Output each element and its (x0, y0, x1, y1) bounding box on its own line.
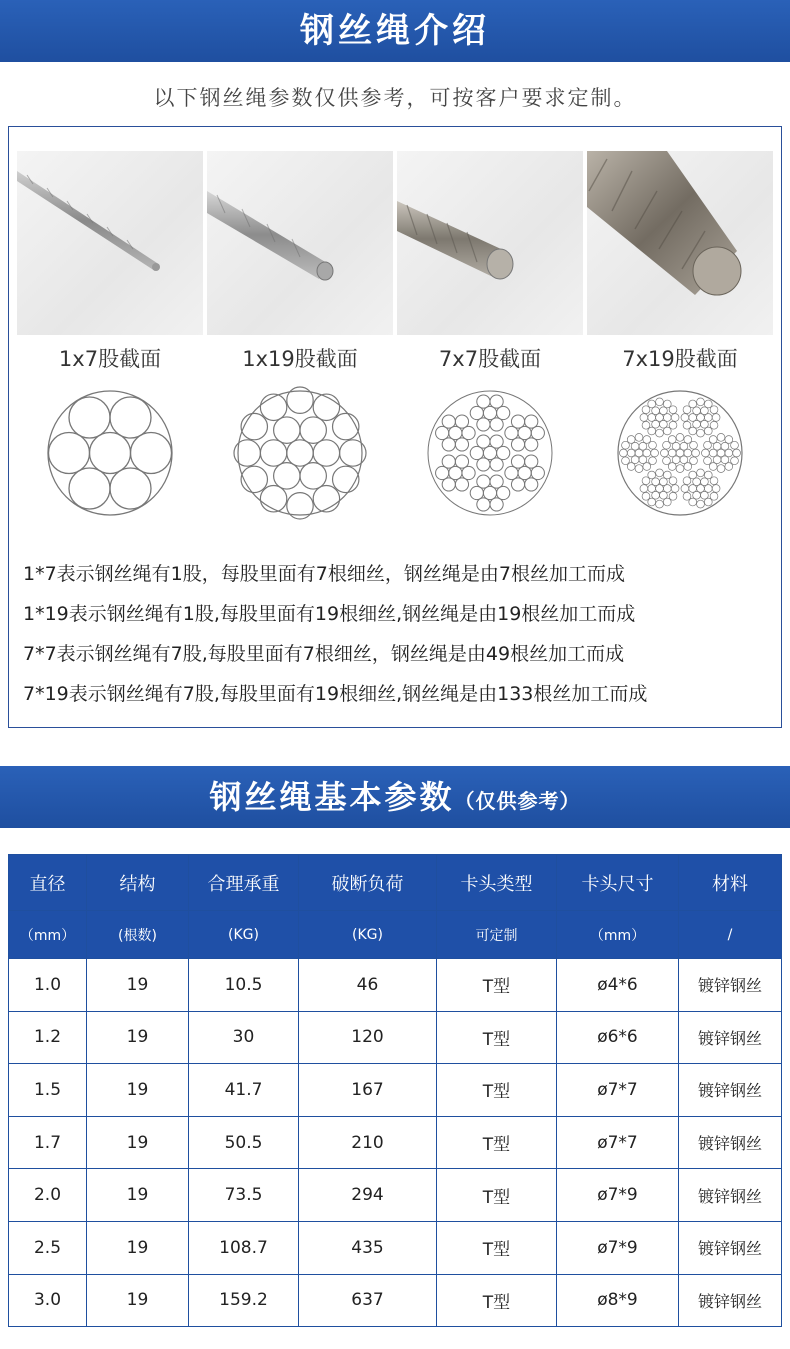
cell-load: 41.7 (189, 1064, 299, 1117)
cell-structure: 19 (87, 1116, 189, 1169)
cell-diameter: 3.0 (9, 1274, 87, 1327)
cell-clip-type: T型 (437, 959, 557, 1012)
cell-structure: 19 (87, 1169, 189, 1222)
intro-banner (0, 0, 790, 62)
cell-diameter: 1.0 (9, 959, 87, 1012)
unit-load: (KG) (189, 911, 299, 959)
cell-material: 镀锌钢丝 (679, 1221, 782, 1274)
cell-load: 10.5 (189, 959, 299, 1012)
unit-material: / (679, 911, 782, 959)
header-structure: 结构 (87, 855, 189, 911)
cell-material: 镀锌钢丝 (679, 959, 782, 1012)
cell-clip-size: ø8*9 (557, 1274, 679, 1327)
cell-structure: 19 (87, 1221, 189, 1274)
cell-clip-size: ø4*6 (557, 959, 679, 1012)
table-units-row (9, 911, 782, 959)
caption-1x19: 1x19股截面 (242, 347, 358, 371)
wire-photo-7x19 (587, 151, 773, 335)
wire-photo-7x7 (397, 151, 583, 335)
table-row (9, 1011, 782, 1064)
params-banner (0, 766, 790, 828)
cross-section-7x19 (587, 383, 773, 523)
cell-clip-size: ø6*6 (557, 1011, 679, 1064)
header-clip-size: 卡头尺寸 (557, 855, 679, 911)
cell-breaking-load: 167 (299, 1064, 437, 1117)
table-row (9, 1116, 782, 1169)
cell-clip-size: ø7*7 (557, 1116, 679, 1169)
intro-title: 钢丝绳介绍 (300, 11, 490, 51)
table-row (9, 1274, 782, 1327)
cell-breaking-load: 210 (299, 1116, 437, 1169)
cell-load: 73.5 (189, 1169, 299, 1222)
intro-box (8, 126, 782, 728)
cell-breaking-load: 435 (299, 1221, 437, 1274)
cell-diameter: 2.5 (9, 1221, 87, 1274)
unit-diameter: （mm） (9, 911, 87, 959)
table-row (9, 1221, 782, 1274)
unit-clip-type: 可定制 (437, 911, 557, 959)
cell-load: 108.7 (189, 1221, 299, 1274)
cell-breaking-load: 120 (299, 1011, 437, 1064)
caption-7x19: 7x19股截面 (622, 347, 738, 371)
caption-1x7: 1x7股截面 (58, 347, 162, 371)
cell-clip-type: T型 (437, 1274, 557, 1327)
params-title-note: （仅供参考） (454, 789, 581, 813)
cell-structure: 19 (87, 1064, 189, 1117)
table-row (9, 959, 782, 1012)
params-table (8, 854, 782, 1327)
table-row (9, 1169, 782, 1222)
intro-subtitle: 以下钢丝绳参数仅供参考，可按客户要求定制。 (153, 86, 637, 110)
header-clip-type: 卡头类型 (437, 855, 557, 911)
cell-structure: 19 (87, 959, 189, 1012)
cross-section-1x19 (207, 383, 393, 523)
wire-photo-1x7 (17, 151, 203, 335)
cell-material: 镀锌钢丝 (679, 1064, 782, 1117)
cell-clip-type: T型 (437, 1116, 557, 1169)
cell-material: 镀锌钢丝 (679, 1169, 782, 1222)
cell-load: 50.5 (189, 1116, 299, 1169)
cell-clip-size: ø7*7 (557, 1064, 679, 1117)
cell-clip-size: ø7*9 (557, 1221, 679, 1274)
cell-load: 159.2 (189, 1274, 299, 1327)
header-breaking-load: 破断负荷 (299, 855, 437, 911)
table-row (9, 1064, 782, 1117)
cell-clip-size: ø7*9 (557, 1169, 679, 1222)
table-header-row (9, 855, 782, 911)
description-line-3: 7*7表示钢丝绳有7股,每股里面有7根细丝，钢丝绳是由49根丝加工而成 (23, 643, 625, 665)
cell-clip-type: T型 (437, 1169, 557, 1222)
description-line-4: 7*19表示钢丝绳有7股,每股里面有19根细丝,钢丝绳是由133根丝加工而成 (23, 683, 648, 705)
unit-clip-size: （mm） (557, 911, 679, 959)
cell-structure: 19 (87, 1011, 189, 1064)
wire-photo-1x19 (207, 151, 393, 335)
cell-structure: 19 (87, 1274, 189, 1327)
cell-load: 30 (189, 1011, 299, 1064)
cell-clip-type: T型 (437, 1064, 557, 1117)
cell-material: 镀锌钢丝 (679, 1011, 782, 1064)
description-line-1: 1*7表示钢丝绳有1股，每股里面有7根细丝，钢丝绳是由7根丝加工而成 (23, 563, 625, 585)
cross-section-7x7 (397, 383, 583, 523)
caption-7x7: 7x7股截面 (438, 347, 542, 371)
cell-diameter: 2.0 (9, 1169, 87, 1222)
cell-clip-type: T型 (437, 1221, 557, 1274)
cell-diameter: 1.2 (9, 1011, 87, 1064)
cell-breaking-load: 294 (299, 1169, 437, 1222)
description-line-2: 1*19表示钢丝绳有1股,每股里面有19根细丝,钢丝绳是由19根丝加工而成 (23, 603, 636, 625)
cell-breaking-load: 46 (299, 959, 437, 1012)
params-title: 钢丝绳基本参数 (209, 778, 455, 816)
header-material: 材料 (679, 855, 782, 911)
cross-section-1x7 (17, 383, 203, 523)
cell-diameter: 1.7 (9, 1116, 87, 1169)
cell-diameter: 1.5 (9, 1064, 87, 1117)
unit-breaking-load: (KG) (299, 911, 437, 959)
header-load: 合理承重 (189, 855, 299, 911)
unit-structure: (根数) (87, 911, 189, 959)
cell-clip-type: T型 (437, 1011, 557, 1064)
header-diameter: 直径 (9, 855, 87, 911)
cell-breaking-load: 637 (299, 1274, 437, 1327)
cell-material: 镀锌钢丝 (679, 1274, 782, 1327)
cell-material: 镀锌钢丝 (679, 1116, 782, 1169)
